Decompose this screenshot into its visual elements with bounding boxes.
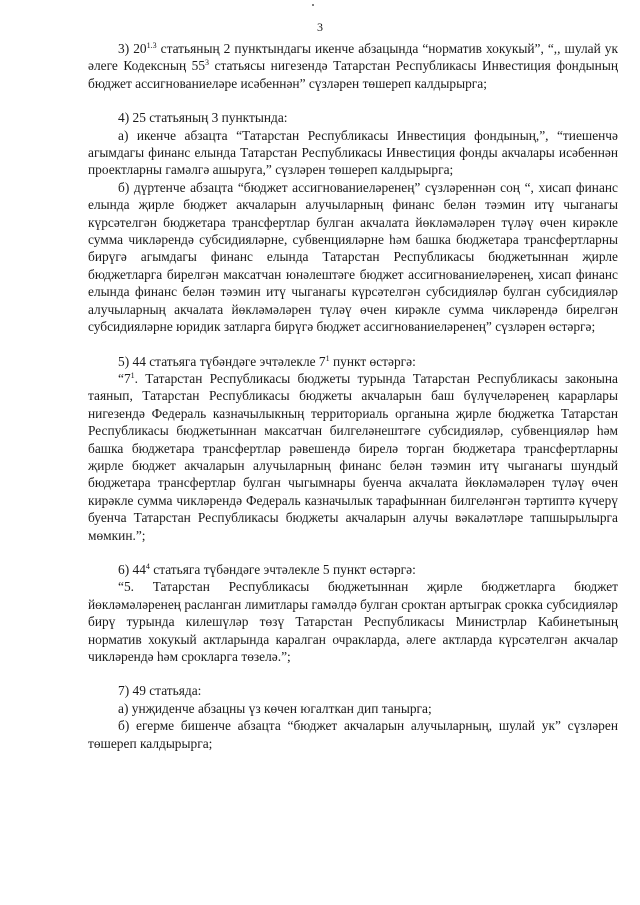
item-7-subitem-a: а) унҗиденче абзацны үз көчен югалткан дип танырга; [118, 700, 432, 716]
item-6-intro [88, 561, 618, 578]
item-6-intro-superscript: 4 [145, 561, 150, 571]
item-5-intro-text-b: пункт өстәргә: [329, 353, 416, 369]
item-3-text-a: 3) 20 [118, 41, 147, 56]
item-5-quote-text-b: . Татарстан Республикасы бюджеты турында Татарстан Республикасы законына таянып, Татарстан Республикасы бюджеты акчаларын баш бүлүчеләренең карарлары нигезендә Федераль казначылыкның территориаль органына җирле бюджетка Татарстан Республикасы бюджетыннан максатчан билгеләнештәге субсидияләр, субвенцияләр һәм башка бюджетара трансфертлар рәвешендә бирелә торган бюджетара трансфертларны җирле бюджет акчаларын алучыларның финанс белән тәэмин итү чыганагы шундый бюджетара трансфертлар булган чыгымнары буенча акчалата йөкләмәләрен түләү өчен кирәкле сумма чикләрендә Федераль казначылык тарафыннан билгеләнгән тәртиптә күчерү буенча Татарстан Республикасы бюджеты акчаларын алучы вәкаләтләре тапшырылырга мөмкин.”; [88, 370, 618, 543]
item-4-subitem-b: б) дүртенче абзацта “бюджет ассигнованиеләренең” сүзләреннән соң “, хисап финанс елында җирле бюджет акчаларын алучыларның финанс белән тәэмин итү чыганагы күрсәтелгән бюджетара трансфертлар булган акчалата йөкләмәләрен түләү өчен кирәкле сумма чикләрендә субсидияләрне, субвенцияләрне һәм башка бюджетара трансфертларны бирүгә агымдагы финанс елында Татарстан Республикасы бюджетыннан җирле бюджетларга бирелгән максатчан юнәлештәге бюджет ассигнованиеләренең, хисап финанс елында финанс белән тәэмин итү чыганагы күрсәтелгән субсидияләр булган субсидияләр алучыларның акчалата йөкләмәләрен түләү өчен кирәкле сумма чикләрендә бирелгән субсидияләрне юридик затларга бирүгә бюджет ассигнованиеләренең” сүзләрен өстәргә; [88, 179, 618, 335]
item-3-superscript-a: 1.3 [146, 41, 157, 50]
item-3-superscript-b: 3 [205, 58, 210, 68]
item-5-intro [88, 353, 618, 370]
spacer [88, 544, 618, 561]
spacer [88, 336, 618, 353]
item-5-intro-text-a: 5) 44 статьяга түбәндәге эчтәлекле 7 [118, 353, 326, 369]
item-5-quote-text-a: “7 [118, 370, 131, 386]
item-6-intro-text-a: 6) 44 [118, 561, 146, 577]
item-4-subitem-a: а) икенче абзацта “Татарстан Республикасы Инвестиция фондының,”, “тиешенчә агымдагы финанс елында Татарстан Республикасы Инвестиция фонды акчалары исәбеннән проектларны гамәлгә ашыруга,” сүзләрен төшереп калдырырга; [88, 127, 618, 178]
item-4-intro: 4) 25 статьяның 3 пунктында: [118, 110, 288, 126]
document-body [88, 40, 618, 752]
spacer [88, 665, 618, 682]
item-5-quote [88, 370, 618, 544]
page-number: 3 [317, 20, 323, 34]
spacer [88, 92, 618, 109]
item-7-subitem-b: б) егерме бишенче абзацта “бюджет акчаларын алучыларның, шулай ук” сүзләрен төшереп калдырырга; [88, 718, 618, 751]
item-5-quote-superscript: 1 [130, 370, 135, 380]
item-3-text-c: статьясы нигезендә Татарстан Республикасы Инвестиция фондының бюджет ассигнованиеләре исәбеннән” сүзләрен төшереп калдырырга; [88, 58, 618, 91]
item-6-quote: “5. Татарстан Республикасы бюджетыннан җирле бюджетларга бюджет йөкләмәләренең расланган лимитлары гамәлдә булган сроктан артыграк срокка субсидияләр бирү турында килешүләр төзү Татарстан Республикасы Министрлар Кабинетының норматив хокукый актларында каралган очракларда, әлеге актларда күрсәтелгән акчалар чикләрендә һәм срокларга төзелә.”; [88, 579, 618, 664]
item-7-intro: 7) 49 статьяда: [118, 683, 202, 699]
item-3-paragraph [88, 40, 618, 92]
item-3-text-b: статьяның 2 пунктындагы икенче абзацында “норматив хокукый”, “,, шулай ук әлеге Кодексның 55 [88, 41, 618, 74]
scan-dot-mark [312, 4, 314, 6]
item-6-intro-text-b: статьяга түбәндәге эчтәлекле 5 пункт өстәргә: [149, 561, 416, 577]
item-5-intro-superscript: 1 [325, 353, 330, 363]
